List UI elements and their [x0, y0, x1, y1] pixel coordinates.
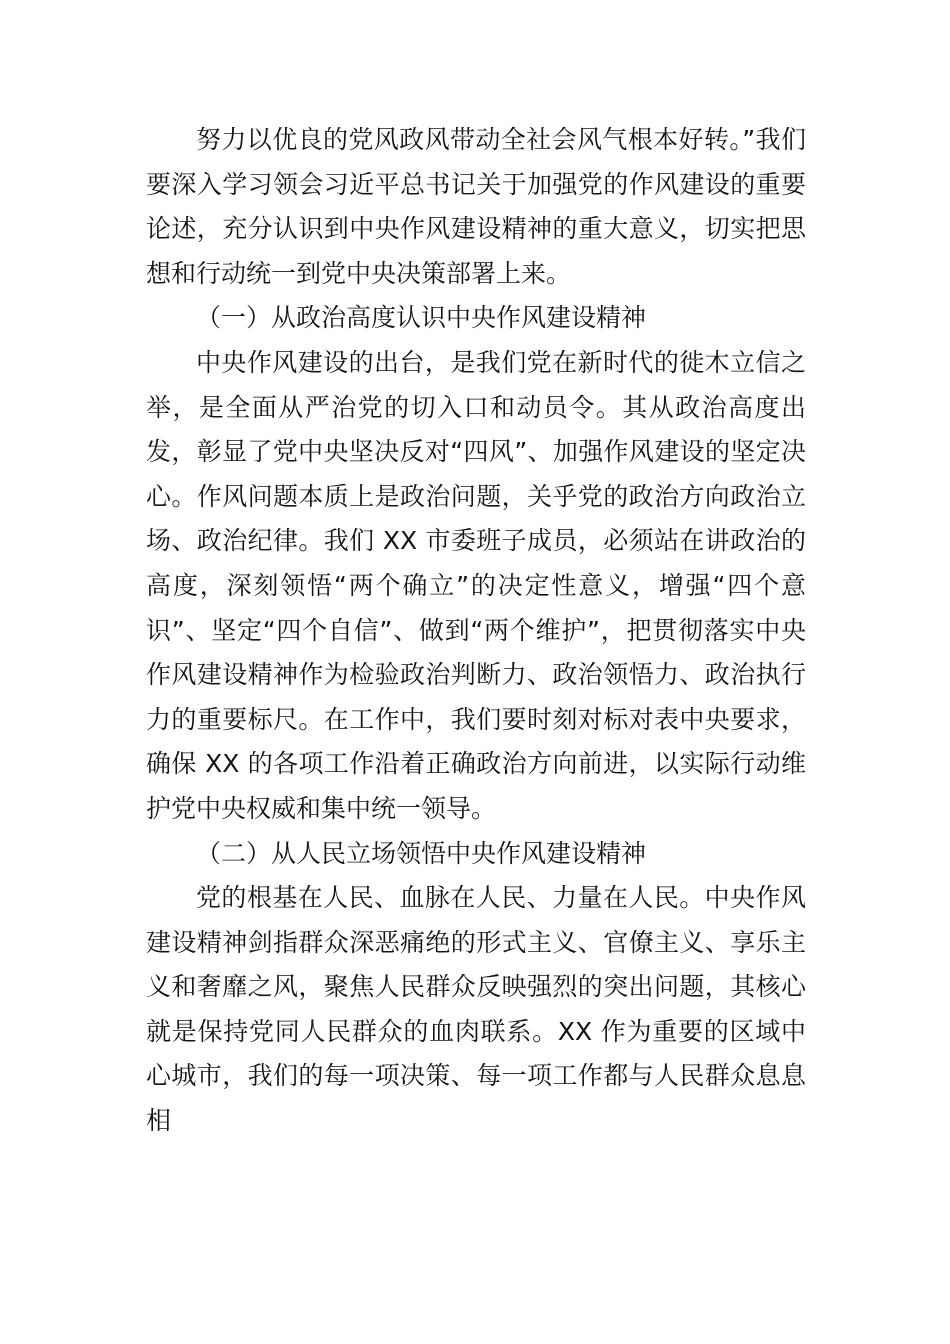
- paragraph-political: 中央作风建设的出台，是我们党在新时代的徙木立信之举，是全面从严治党的切入口和动员令。其从政治高度出发，彰显了党中央坚决反对“四风”、加强作风建设的坚定决心。作风问题本质上是政治问题，关乎党的政治方向政治立场、政治纪律。我们 XX 市委班子成员，必须站在讲政治的高度，深刻领悟“两个确立”的决定性意义，增强“四个意识”、坚定“四个自信”、做到“两个维护”，把贯彻落实中央作风建设精神作为检验政治判断力、政治领悟力、政治执行力的重要标尺。在工作中，我们要时刻对标对表中央要求，确保 XX 的各项工作沿着正确政治方向前进，以实际行动维护党中央权威和集中统一领导。: [146, 347, 806, 823]
- paragraph-intro: 努力以优良的党风政风带动全社会风气根本好转。”我们要深入学习领会习近平总书记关于加强党的作风建设的重要论述，充分认识到中央作风建设精神的重大意义，切实把思想和行动统一到党中央决策部署上来。: [146, 125, 806, 288]
- section-heading-people: （二）从人民立场领悟中央作风建设精神: [196, 838, 647, 868]
- paragraph-people: 党的根基在人民、血脉在人民、力量在人民。中央作风建设精神剑指群众深恶痛绝的形式主义、官僚主义、享乐主义和奢靡之风，聚焦人民群众反映强烈的突出问题，其核心就是保持党同人民群众的血肉联系。XX 作为重要的区域中心城市，我们的每一项决策、每一项工作都与人民群众息息相: [146, 883, 806, 1136]
- section-heading-political: （一）从政治高度认识中央作风建设精神: [196, 303, 647, 333]
- document-body: [146, 118, 806, 1144]
